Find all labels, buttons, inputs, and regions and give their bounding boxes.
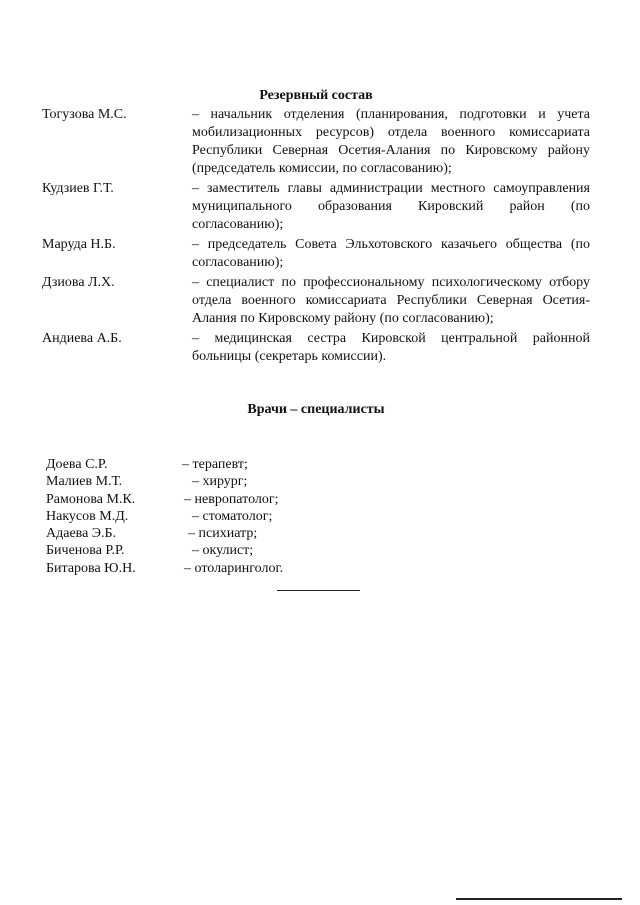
doctor-specialty: – окулист; <box>192 543 254 559</box>
doctors-list <box>46 456 346 577</box>
doctor-specialty: – терапевт; <box>182 457 248 472</box>
doctor-name: Битарова Ю.Н. <box>46 560 136 576</box>
doctor-specialty: – отоларинголог. <box>184 560 284 576</box>
doctor-name: Рамонова М.К. <box>46 491 136 507</box>
member-name: Дзиова Л.Х. <box>42 275 115 290</box>
reserve-title: Резервный состав <box>259 88 373 103</box>
doctor-specialty: – невропатолог; <box>184 491 279 507</box>
reserve-member <box>42 106 590 178</box>
doctor-name: Доева С.Р. <box>46 457 108 472</box>
member-role: – медицинская сестра Кировской центральной районной больницы (секретарь комиссии). <box>192 331 590 364</box>
section-end-rule <box>277 590 360 591</box>
doctor-name: Накусов М.Д. <box>46 508 129 524</box>
reserve-member <box>42 180 590 234</box>
doctor-row <box>46 525 346 542</box>
member-name: Тогузова М.С. <box>42 107 127 122</box>
doctor-row <box>46 560 346 577</box>
member-role: – заместитель главы администрации местного самоуправления муниципального образования Кировский район (по согласованию); <box>192 181 590 232</box>
member-role: – председатель Совета Эльхотовского казачьего общества (по согласованию); <box>192 237 590 270</box>
doctor-name: Малиев М.Т. <box>46 474 123 490</box>
member-name: Маруда Н.Б. <box>42 237 116 252</box>
doctor-row <box>46 491 346 508</box>
doctor-specialty: – хирург; <box>192 474 248 490</box>
member-role: – начальник отделения (планирования, подготовки и учета мобилизационных ресурсов) отдела военного комиссариата Республики Северная Осетия-Алания по Кировскому району (председатель комиссии, по согласованию); <box>192 107 590 176</box>
reserve-member <box>42 236 590 272</box>
doctor-name: Адаева Э.Б. <box>46 526 117 542</box>
doctor-row <box>46 473 346 490</box>
doctor-specialty: – психиатр; <box>188 526 258 542</box>
doctor-name: Биченова Р.Р. <box>46 543 125 559</box>
reserve-member <box>42 330 590 366</box>
doctors-title: Врачи – специалисты <box>247 402 385 417</box>
reserve-list <box>42 106 590 368</box>
member-role: – специалист по профессиональному психологическому отбору отдела военного комиссариата Республики Северная Осетия-Алания по Кировскому району (по согласованию); <box>192 275 590 326</box>
page-bottom-rule <box>456 898 622 900</box>
member-name: Андиева А.Б. <box>42 331 122 346</box>
doctor-row <box>46 456 346 473</box>
reserve-member <box>42 274 590 328</box>
member-name: Кудзиев Г.Т. <box>42 181 114 196</box>
doctor-specialty: – стоматолог; <box>192 508 273 524</box>
doctor-row <box>46 542 346 559</box>
doctor-row <box>46 508 346 525</box>
